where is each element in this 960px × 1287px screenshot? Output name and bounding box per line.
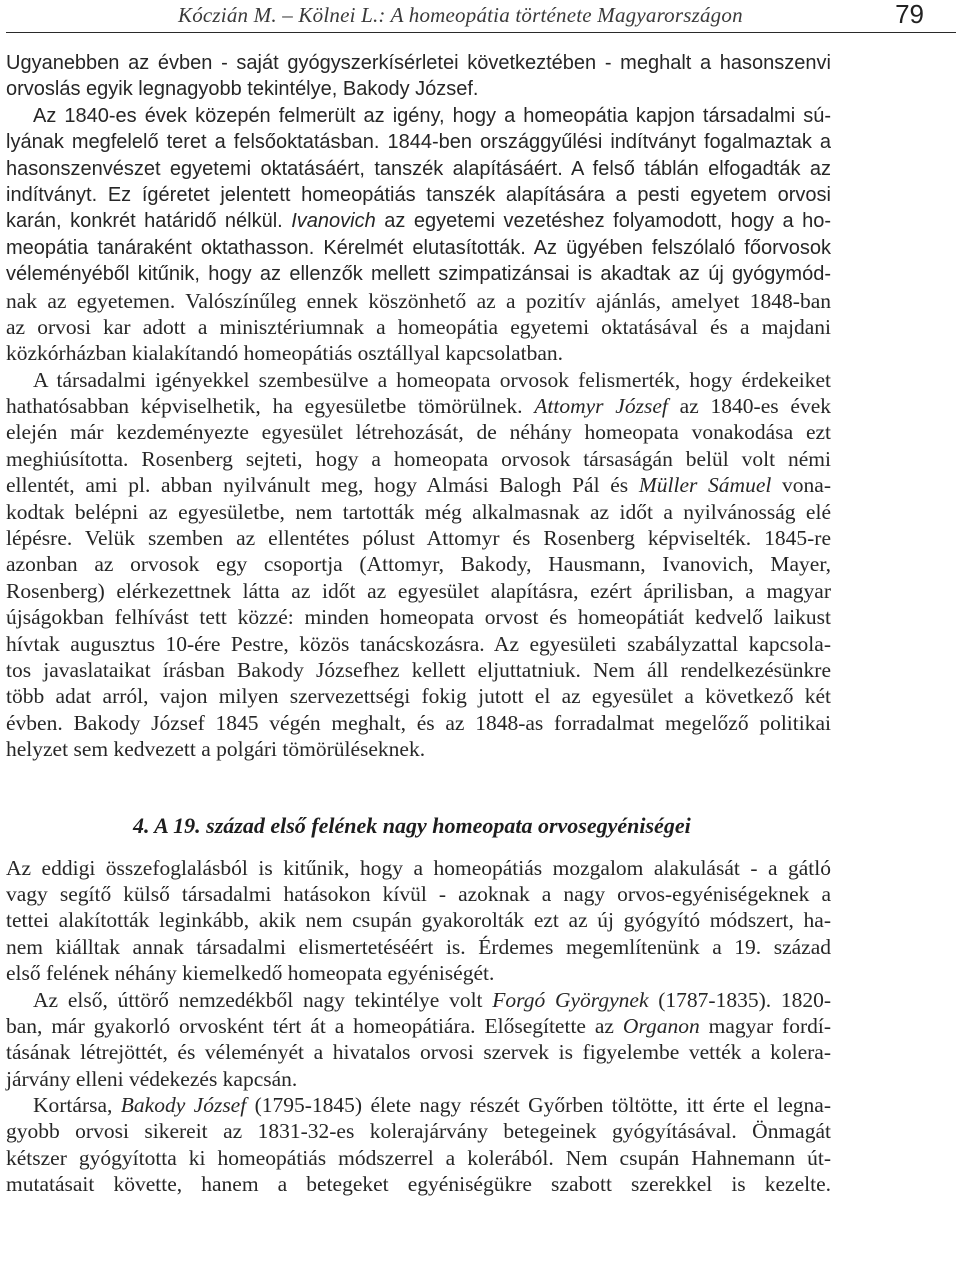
text-line: A társadalmi igényekkel szembesülve a homeopata orvosok felismerték, hogy érdekeiket (33, 367, 831, 392)
line-text: (1787-1835). 1820- (648, 987, 832, 1012)
italic-name: Bakody József (120, 1093, 247, 1118)
text-line: helyzet sem kedvezett a polgári tömörüléseknek. (6, 737, 426, 762)
text-line: orvoslás egyik legnagyobb tekintélye, Bakody József. (6, 78, 479, 101)
text-line: Az eddigi összefoglalásból is kitűnik, hogy a homeopátiás mozgalom alakulását - a gátló (6, 855, 831, 880)
text-line: első felének néhány kiemelkedő homeopata egyéniségét. (6, 961, 495, 986)
line-text: Az első, úttörő nemzedékből nagy tekintélye volt (33, 987, 493, 1012)
line-text: magyar fordí- (699, 1013, 832, 1038)
paragraph-4 (6, 987, 831, 1093)
page-number: 79 (895, 0, 924, 29)
line-text: ban, már gyakorló orvosként tért át a homeopátiára. Elősegítette az (6, 1013, 623, 1038)
text-line: lépésre. Velük szemben az ellentétes pólust Attomyr és Rosenberg képviselték. 1845-re (6, 526, 831, 551)
text-line: nak az egyetemen. Valószínűleg ennek köszönhető az a pozitív ajánlás, amelyet 1848-ban (6, 288, 831, 313)
text-line (6, 1092, 831, 1118)
text-line: meopátia tanáraként oktathasson. Kérelmét elutasították. Az ügyében felszólaló főorvosok (6, 236, 831, 259)
text-line: több adat arról, vajon milyen szervezettségi fokig jutott el az egyesület a következő két (6, 684, 831, 709)
line-text: az egyetemi vezetéshez folyamodott, hogy a ho- (375, 210, 831, 233)
text-line: az orvosi kar adott a minisztériumnak a homeopátia egyetemi oktatásával és a majdani (6, 314, 831, 339)
paragraph-3 (6, 855, 831, 987)
text-line: véleményéből kitűnik, hogy az ellenzők mellett szimpatizánsai is akadtak az új gyógymód- (6, 263, 831, 286)
text-line: tásának létrejöttét, és véleményét a hivatalos orvosi szervek is figyelembe vették a kolera- (6, 1040, 831, 1065)
line-text: (1795-1845) élete nagy részét Győrben töltötte, itt érte el legna- (246, 1093, 831, 1118)
spacer (6, 763, 831, 809)
spacer (6, 843, 831, 855)
section-heading: 4. A 19. század első felének nagy homeopata orvosegyéniségei (133, 812, 691, 838)
running-header (6, 0, 956, 33)
text-line (6, 1013, 831, 1039)
text-line (6, 208, 831, 234)
text-line: gyobb orvosi sikereit az 1831-32-es kolerajárvány betegeinek gyógyításával. Önmagát (6, 1119, 831, 1144)
paragraph-1 (6, 50, 831, 367)
text-line: újságokban felhívást tett közzé: minden homeopata orvost és homeopátiát kedvelő laikust (6, 605, 831, 630)
text-line: kodtak belépni az egyesületbe, nem tartották még alkalmasnak az időt a nyilvánosság elé (6, 499, 831, 524)
text-line: indítványt. Ez ígéretet jelentett homeopátiás tanszék alapítására a pesti egyetem orvosi (6, 183, 831, 206)
text-line: Ugyanebben az évben - saját gyógyszerkísérletei következtében - meghalt a hasonszenvi (6, 52, 831, 74)
document-page (6, 0, 956, 1197)
text-line: járvány elleni védekezés kapcsán. (6, 1066, 298, 1091)
text-line: hívtak augusztus 10-ére Pestre, közös tanácskozásra. Az egyesületi szabályzattal kapcsola- (6, 631, 831, 656)
italic-name: Attomyr József (534, 394, 668, 419)
text-line: lyának megfelelő teret a felsőoktatásban. 1844-ben országgyűlési indítványt fogalmaztak a (6, 131, 831, 154)
text-line: meghiúsította. Rosenberg sejteti, hogy a homeopata orvosok társaságán belül volt némi (6, 446, 831, 471)
paragraph-2 (6, 367, 831, 763)
line-text: az 1840-es évek (667, 394, 831, 419)
text-line: azonban az orvosok egy csoportja (Attomyr, Bakody, Hausmann, Ivanovich, Mayer, (6, 552, 831, 577)
text-line: nem kiálltak annak társadalmi elismertetéséért is. Érdemes megemlítenünk a 19. század (6, 934, 831, 959)
text-line: mutatásait követte, hanem a betegeket egyéniségükre szabott szerekkel is kezelte. (6, 1172, 831, 1197)
line-text: Kortársa, (33, 1093, 121, 1118)
text-line: tos javaslataikat írásban Bakody Józsefhez kellett eljuttatniuk. Nem áll rendelkezésünkre (6, 657, 831, 682)
text-line: közkórházban kialakítandó homeopátiás osztállyal kapcsolatban. (6, 341, 564, 366)
line-text: vona- (771, 473, 831, 498)
italic-name: Organon (622, 1013, 700, 1038)
italic-name: Ivanovich (291, 210, 376, 233)
paragraph-5 (6, 1092, 831, 1198)
italic-name: Müller Sámuel (638, 473, 772, 498)
text-line: vagy segítő külső társadalmi hatásokon kívül - azoknak a nagy orvos-egyéniségeknek a (6, 881, 831, 906)
text-line: hasonszenvészet egyetemi oktatásáért, tanszék alapításáért. A felső táblán elfogadták az (6, 157, 831, 180)
text-line: elején már kezdeményezte egyesület létrehozását, de néhány homeopata vonakodása ezt (6, 420, 831, 445)
line-text: ellentét, ami pl. abban nyilvánult meg, hogy Almási Balogh Pál és (6, 473, 639, 498)
text-line: évben. Bakody József 1845 végén meghalt, és az 1848-as forradalmat megelőző politikai (6, 710, 831, 735)
running-title: Kóczián M. – Kölnei L.: A homeopátia története Magyarországon (178, 3, 743, 27)
line-text: karán, konkrét határidő nélkül. (6, 210, 292, 233)
text-line (6, 472, 831, 498)
text-line (6, 393, 831, 419)
page-body (6, 50, 831, 1198)
text-line: kétszer gyógyította ki homeopátiás módszerrel a kolerából. Nem csupán Hahnemann út- (6, 1145, 831, 1170)
line-text: hathatósabban képviselhetik, ha egyesületbe tömörülnek. (6, 394, 535, 419)
text-line: Rosenberg) elérkezettnek látta az időt az egyesület alapításra, ezért áprilisban, a magyar (6, 578, 831, 603)
text-line (6, 987, 831, 1013)
text-line: Az 1840-es évek közepén felmerült az igény, hogy a homeopátia kapjon társadalmi sú- (33, 104, 831, 127)
italic-name: Forgó Györgynek (492, 987, 649, 1012)
text-line: tettei alakították leginkább, akik nem csupán gyakorolták ezt az új gyógyító módszert, ha- (6, 908, 831, 933)
